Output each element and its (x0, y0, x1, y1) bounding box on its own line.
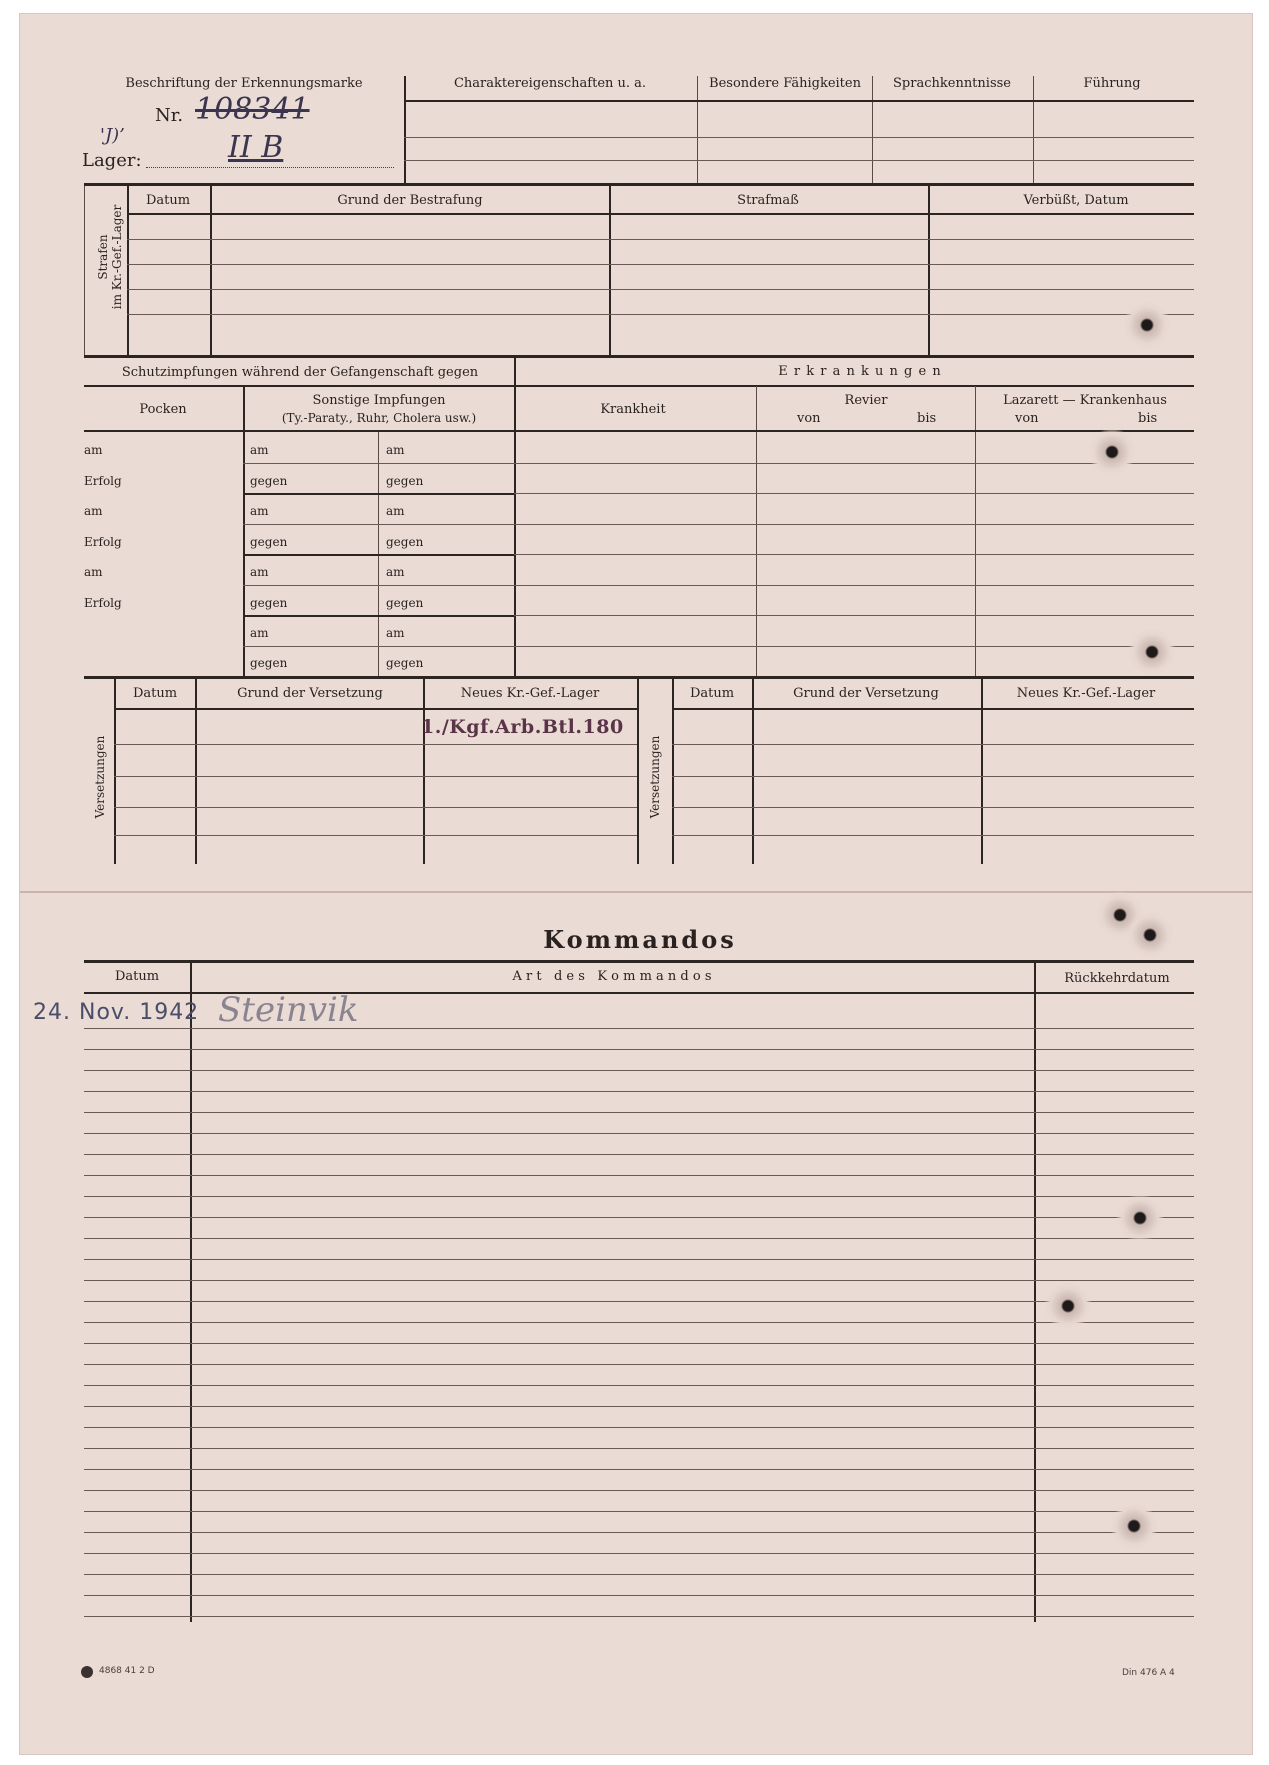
sonstige-gegen: gegen (250, 656, 288, 670)
lazarett-header: Lazarett — Krankenhaus (1003, 393, 1167, 408)
strafen-left-edge (84, 186, 85, 356)
strafen-side-label-2: im Kr.-Gef.-Lager (110, 204, 124, 310)
pocken-am: am (84, 565, 103, 579)
vers-header-rule (114, 708, 637, 710)
pocken-erfolg: Erfolg (84, 474, 122, 488)
kommandos-row-line (84, 1238, 1194, 1239)
strafen-header-verbuesst: Verbüßt, Datum (1023, 193, 1129, 208)
kommandos-row-line (84, 1091, 1194, 1092)
sonstige-gegen: gegen (386, 656, 424, 670)
kommandos-row-line (84, 1301, 1194, 1302)
fold-line (20, 891, 1252, 893)
strafen-header-grund: Grund der Bestrafung (337, 193, 483, 208)
kommandos-row-line (84, 1112, 1194, 1113)
strafen-row-line (127, 289, 1194, 290)
vers-col-line (637, 679, 639, 864)
form-sheet (20, 14, 1252, 1754)
erkr-row-line (514, 524, 1194, 525)
punch-hole (1088, 428, 1136, 476)
vers-side-label-right: Versetzungen (648, 735, 662, 819)
strafen-row-line (127, 239, 1194, 240)
kommandos-row-line (84, 1532, 1194, 1533)
strafen-col-line (609, 186, 611, 356)
impf-row-line (243, 524, 514, 525)
vers-row-line (114, 744, 637, 745)
vers-header-datum-2: Datum (689, 686, 735, 701)
strafen-row-line (127, 314, 1194, 315)
punch-hole (1123, 301, 1171, 349)
strafen-header-strafmass: Strafmaß (737, 193, 799, 208)
punch-hole (1126, 911, 1174, 959)
footer-left-code: 4868 41 2 D (99, 1666, 155, 1676)
kommandos-header-rueckkehr: Rückkehrdatum (1064, 971, 1170, 986)
sonstige-gegen: gegen (250, 474, 288, 488)
impf-group-line (243, 615, 514, 617)
revier-von: von (797, 411, 821, 426)
sonstige-am: am (250, 443, 269, 457)
kommandos-row-line (84, 1427, 1194, 1428)
sonstige-gegen: gegen (250, 535, 288, 549)
kommandos-title: Kommandos (543, 925, 737, 954)
sonstige-header-2: (Ty.-Paraty., Ruhr, Cholera usw.) (281, 411, 477, 425)
pocken-am: am (84, 443, 103, 457)
pocken-erfolg: Erfolg (84, 535, 122, 549)
revier-header: Revier (844, 393, 888, 408)
sonstige-am: am (250, 504, 269, 518)
kommandos-row-line (84, 1343, 1194, 1344)
strafen-header-rule (127, 213, 1194, 215)
vers-row-line (114, 776, 637, 777)
kommandos-row-line (84, 1322, 1194, 1323)
impf-row-line (243, 646, 514, 647)
pocken-header: Pocken (139, 402, 187, 417)
vers-col-line (114, 679, 116, 864)
vers-row-line (672, 744, 1194, 745)
top-divider (404, 76, 406, 184)
vers-row-line (114, 807, 637, 808)
kommandos-row-line (84, 1469, 1194, 1470)
kommandos-header-datum: Datum (114, 969, 160, 984)
sonstige-am: am (386, 443, 405, 457)
kommandos-col-line (1034, 962, 1036, 1622)
erkr-row-line (514, 646, 1194, 647)
impf-group-line (243, 554, 514, 556)
strafen-col-line (127, 186, 129, 356)
vers-header-grund-1: Grund der Versetzung (237, 686, 383, 701)
erkr-row-line (514, 615, 1194, 616)
kommandos-row-line (84, 1196, 1194, 1197)
vers-col-line (195, 679, 197, 864)
impf-row-line (243, 585, 514, 586)
vers-col-line (672, 679, 674, 864)
strafen-col-line (928, 186, 930, 356)
vers-header-rule (672, 708, 1194, 710)
lager-mark: 'J)’ (100, 125, 125, 146)
vers-side-label-left: Versetzungen (93, 735, 107, 819)
sonstige-header-1: Sonstige Impfungen (312, 393, 446, 408)
lager-dotted-line (146, 167, 394, 168)
lager-value: II B (228, 130, 284, 165)
lager-label: Lager: (82, 150, 142, 171)
kommandos-row-line (84, 1133, 1194, 1134)
lazarett-bis: bis (1138, 411, 1158, 426)
kommandos-row-line (84, 1616, 1194, 1617)
sonstige-gegen: gegen (386, 535, 424, 549)
kommandos-row-line (84, 1574, 1194, 1575)
vers-col-line (423, 679, 425, 864)
vers-col-line (981, 679, 983, 864)
top-row-line (404, 137, 1194, 138)
vers-header-datum-1: Datum (132, 686, 178, 701)
header-sprachen: Sprachkenntnisse (893, 76, 1011, 91)
kommandos-row-line (84, 1175, 1194, 1176)
impf-row-line (243, 463, 514, 464)
pocken-am: am (84, 504, 103, 518)
sonstige-gegen: gegen (386, 596, 424, 610)
kommandos-row-line (84, 1511, 1194, 1512)
punch-hole (1128, 628, 1176, 676)
kommandos-row-line (84, 1259, 1194, 1260)
vers-header-lager-1: Neues Kr.-Gef.-Lager (460, 686, 600, 701)
punch-hole (1116, 1194, 1164, 1242)
revier-bis: bis (917, 411, 937, 426)
header-fuehrung: Führung (1083, 76, 1141, 91)
punch-hole (1110, 1502, 1158, 1550)
kommandos-header-art: A r t d e s K o m m a n d o s (512, 969, 712, 984)
publisher-logo-icon (81, 1666, 93, 1678)
strafen-side-label (96, 187, 124, 327)
vers-row-line (672, 807, 1194, 808)
impf-title-rule (84, 385, 1194, 387)
erkr-row-line (514, 585, 1194, 586)
sonstige-am: am (386, 626, 405, 640)
nr-label: Nr. (155, 105, 184, 126)
vers-header-lager-2: Neues Kr.-Gef.-Lager (1016, 686, 1156, 701)
top-col-line (1033, 76, 1034, 184)
kommandos-row-line (84, 1490, 1194, 1491)
vers-header-grund-2: Grund der Versetzung (793, 686, 939, 701)
kommandos-row-line (84, 1154, 1194, 1155)
kommandos-row-line (84, 1070, 1194, 1071)
sonstige-gegen: gegen (386, 474, 424, 488)
impf-title: Schutzimpfungen während der Gefangenschaft gegen (121, 365, 479, 380)
kommandos-row-line (84, 1280, 1194, 1281)
krankheit-header: Krankheit (600, 402, 666, 417)
top-row-line (404, 160, 1194, 161)
kommandos-row-line (84, 1364, 1194, 1365)
sonstige-am: am (386, 565, 405, 579)
strafen-bottom-rule (84, 355, 1194, 358)
top-bottom-rule (84, 183, 1194, 186)
punch-hole (1044, 1282, 1092, 1330)
kommandos-row-line (84, 1553, 1194, 1554)
footer-right-code: Din 476 A 4 (1122, 1668, 1175, 1678)
sonstige-am: am (386, 504, 405, 518)
kommando-entry-date: 24. Nov. 1942 (33, 1000, 200, 1025)
strafen-col-line (210, 186, 212, 356)
kommandos-row-line (84, 1406, 1194, 1407)
kommandos-row-line (84, 1217, 1194, 1218)
vers-row-line (114, 835, 637, 836)
sonstige-am: am (250, 626, 269, 640)
vers-row-line (672, 776, 1194, 777)
pocken-erfolg: Erfolg (84, 596, 122, 610)
impf-header-rule (84, 430, 1194, 432)
sonstige-gegen: gegen (250, 596, 288, 610)
header-charakter: Charaktereigenschaften u. a. (453, 76, 647, 91)
vers-row-line (672, 835, 1194, 836)
impf-bottom-rule (84, 676, 1194, 679)
top-header-rule (404, 100, 1194, 102)
top-col-line (872, 76, 873, 184)
kommando-entry-place: Steinvik (218, 990, 359, 1030)
kommandos-row-line (84, 1385, 1194, 1386)
vers-col-line (752, 679, 754, 864)
erkr-row-line (514, 493, 1194, 494)
erkrankungen-title: E r k r a n k u n g e n (778, 364, 942, 379)
impf-group-line (243, 493, 514, 495)
kommandos-row-line (84, 1049, 1194, 1050)
strafen-header-datum: Datum (145, 193, 191, 208)
header-faehigkeiten: Besondere Fähigkeiten (709, 76, 861, 91)
strafen-side-label-1: Strafen (96, 234, 110, 280)
impf-erkr-divider (514, 358, 516, 678)
kommandos-row-line (84, 1595, 1194, 1596)
kommandos-top-rule (84, 960, 1194, 963)
kommandos-col-line (190, 962, 192, 1622)
lazarett-von: von (1015, 411, 1039, 426)
strafen-row-line (127, 264, 1194, 265)
kommandos-row-line (84, 1448, 1194, 1449)
tag-header: Beschriftung der Erkennungsmarke (125, 76, 363, 91)
nr-value: 108341 (195, 92, 310, 127)
top-col-line (697, 76, 698, 184)
sonstige-am: am (250, 565, 269, 579)
unit-stamp: 1./Kgf.Arb.Btl.180 (421, 716, 624, 738)
erkr-row-line (514, 554, 1194, 555)
